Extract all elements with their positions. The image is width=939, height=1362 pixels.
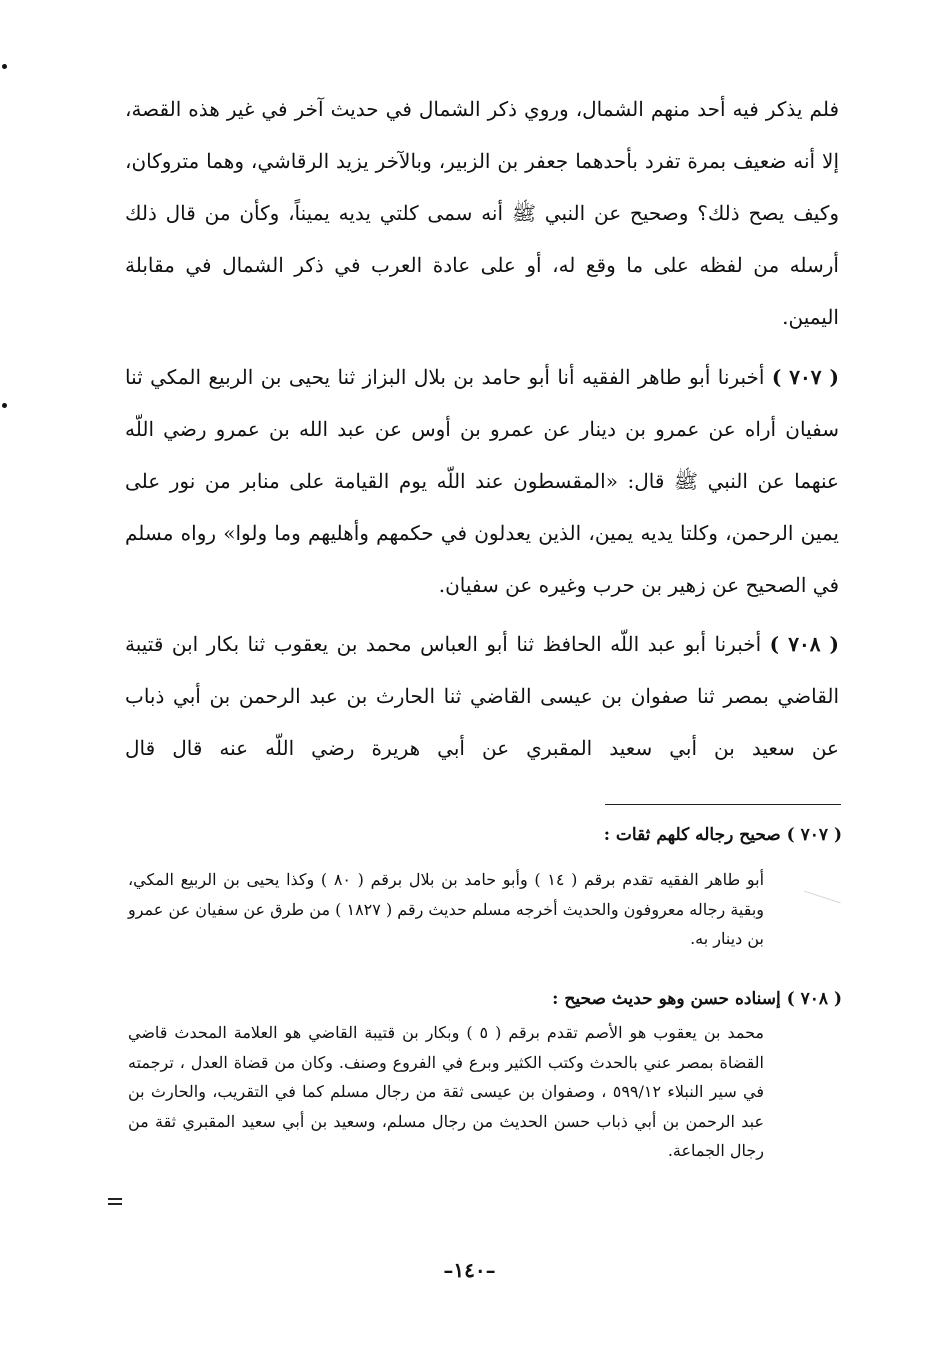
paragraph-text: أخبرنا أبو عبد اللّه الحافظ ثنا أبو العباس محمد بن يعقوب ثنا بكار ابن قتيبة القاضي بمصر ثنا صفوان بن عيسى القاضي ثنا الحارث بن عبد الرحمن بن أبي ذباب عن سعيد بن أبي سعيد المقبري عن أبي هريرة رضي اللّه عنه قال قال <box>125 632 839 760</box>
margin-dot <box>2 64 7 69</box>
margin-dot <box>2 403 7 408</box>
paragraph-text: فلم يذكر فيه أحد منهم الشمال، وروي ذكر الشمال في حديث آخر في غير هذه القصة، إلا أنه ضعيف بمرة تفرد بأحدهما جعفر بن الزبير، وبالآخر يزيد الرقاشي، وهما متروكان، وكيف يصح ذلك؟ وصحيح عن النبي ﷺ أنه سمى كلتي يديه يميناً، وكأن من قال ذلك أرسله من لفظه على ما وقع له، أو على عادة العرب في ذكر الشمال في مقابلة اليمين. <box>125 97 840 329</box>
footnote-heading-708: ( ٧٠٨ ) إسناده حسن وهو حديث صحيح : <box>552 989 842 1009</box>
page-number: –١٤٠– <box>443 1258 496 1282</box>
footnote-body-707: أبو طاهر الفقيه تقدم برقم ( ١٤ ) وأبو حامد بن بلال برقم ( ٨٠ ) وكذا يحيى بن الربيع المكي، وبقية رجاله معروفون والحديث أخرجه مسلم حديث رقم ( ١٨٢٧ ) من طرق عن سفيان عن عمرو بن دينار به. <box>128 870 765 948</box>
hadith-paragraph-708 <box>125 618 839 774</box>
paragraph-text: أخبرنا أبو طاهر الفقيه أنا أبو حامد بن بلال البزاز ثنا يحيى بن الربيع المكي ثنا سفيان أراه عن عمرو بن دينار عن عمرو بن أوس عن عبد الله بن عمرو رضي اللّه عنهما عن النبي ﷺ قال: «المقسطون عند اللّه يوم القيامة على منابر من نور على يمين الرحمن، وكلتا يديه يمين، الذين يعدلون في حكمهم وأهليهم وما ولوا» رواه مسلم في الصحيح عن زهير بن حرب وغيره عن سفيان. <box>125 365 839 597</box>
hadith-number: ( ٧٠٨ ) <box>769 632 839 656</box>
footnote-heading-707: ( ٧٠٧ ) صحيح رجاله كلهم ثقات : <box>603 825 842 845</box>
main-paragraph-continuation <box>125 83 839 343</box>
hadith-paragraph-707 <box>125 351 839 611</box>
footnote-divider <box>605 804 841 805</box>
footnote-body-708: محمد بن يعقوب هو الأصم تقدم برقم ( ٥ ) وبكار بن قتيبة القاضي هو العلامة المحدث قاضي القضاة بمصر عني بالحدث وكتب الكثير وبرع في الفروع وصنف. وكان من قضاة العدل ، ترجمته في سير النبلاء ٥٩٩/١٢ ، وصفوان بن عيسى ثقة من رجال مسلم كما في التقريب، والحارث بن عبد الرحمن بن أبي ذباب حسن الحديث من رجال مسلم، وسعيد بن أبي سعيد المقبري ثقة من رجال الجماعة. <box>128 1023 764 1160</box>
hadith-number: ( ٧٠٧ ) <box>771 365 839 389</box>
continuation-mark <box>108 1198 122 1206</box>
scan-mark <box>797 891 840 925</box>
